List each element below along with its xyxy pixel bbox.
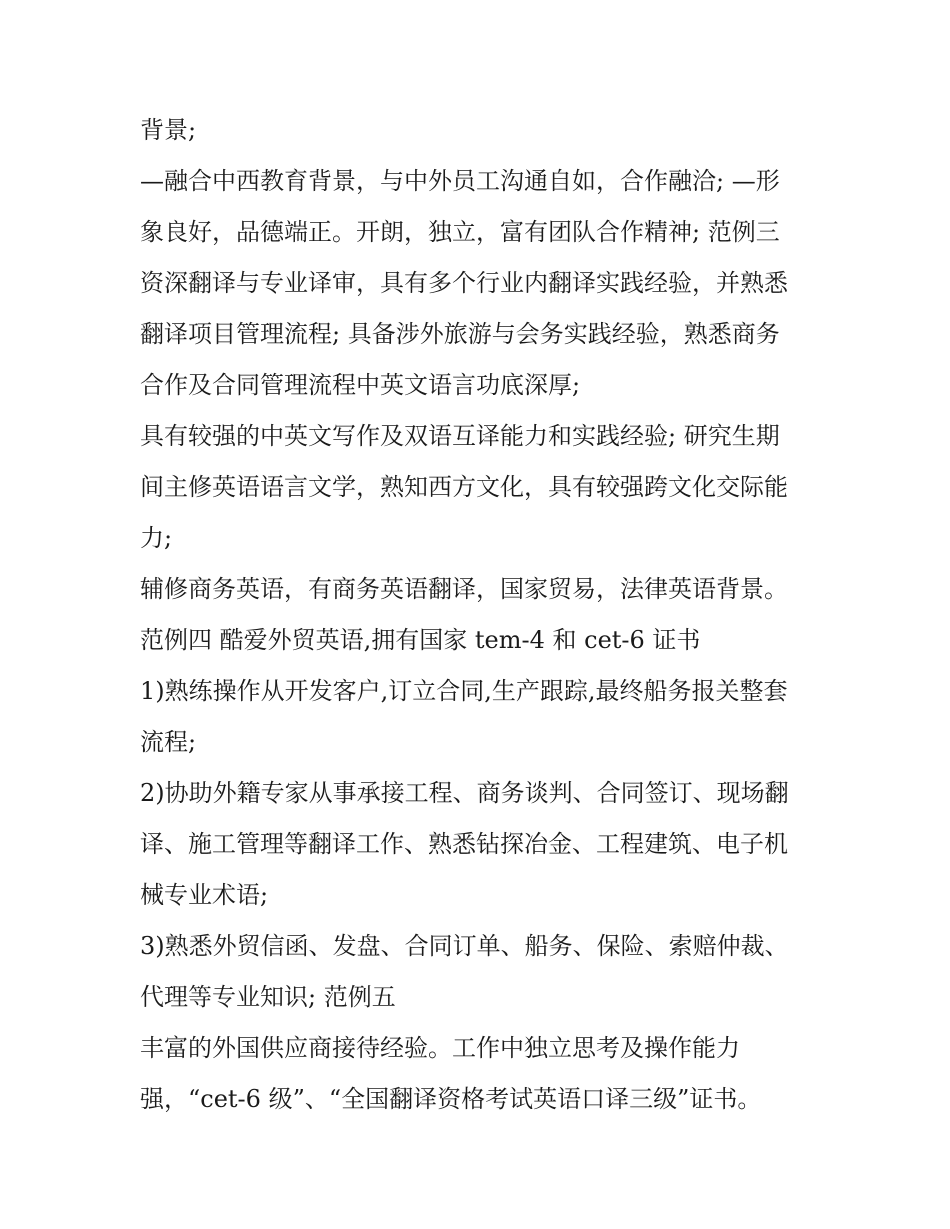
text-line: 象良好，品德端正。开朗，独立，富有团队合作精神; 范例三 — [140, 218, 780, 246]
text-line: 代理等专业知识; 范例五 — [140, 983, 396, 1011]
text-line: 背景; — [140, 116, 197, 144]
text-line: 流程; — [140, 728, 197, 756]
text-line: 强，“cet-6 级”、“全国翻译资格考试英语口译三级”证书。 — [140, 1085, 762, 1113]
document-body — [140, 105, 820, 1125]
text-line: 合作及合同管理流程中英文语言功底深厚; — [140, 371, 581, 399]
text-line: 2)协助外籍专家从事承接工程、商务谈判、合同签订、现场翻 — [140, 779, 789, 807]
text-line: 范例四 酷爱外贸英语,拥有国家 tem-4 和 cet-6 证书 — [140, 626, 701, 654]
text-line: 力; — [140, 524, 173, 552]
text-line: 3)熟悉外贸信函、发盘、合同订单、船务、保险、索赔仲裁、 — [140, 932, 789, 960]
text-line: 间主修英语语言文学，熟知西方文化，具有较强跨文化交际能 — [140, 473, 788, 501]
text-line: 翻译项目管理流程; 具备涉外旅游与会务实践经验，熟悉商务 — [140, 320, 780, 348]
text-line: 械专业术语; — [140, 881, 269, 909]
text-line: 译、施工管理等翻译工作、熟悉钻探冶金、工程建筑、电子机 — [140, 830, 788, 858]
text-line: 1)熟练操作从开发客户,订立合同,生产跟踪,最终船务报关整套 — [140, 677, 788, 705]
text-line: —融合中西教育背景，与中外员工沟通自如，合作融洽; —形 — [140, 167, 780, 195]
text-line: 丰富的外国供应商接待经验。工作中独立思考及操作能力 — [140, 1034, 740, 1062]
text-line: 具有较强的中英文写作及双语互译能力和实践经验; 研究生期 — [140, 422, 780, 450]
text-line: 辅修商务英语，有商务英语翻译，国家贸易，法律英语背景。 — [140, 575, 788, 603]
text-line: 资深翻译与专业译审，具有多个行业内翻译实践经验，并熟悉 — [140, 269, 788, 297]
